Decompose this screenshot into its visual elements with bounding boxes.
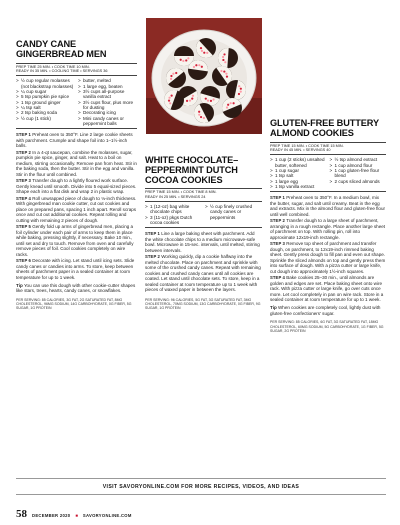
ingredient-item: > 3½ cups flour, plus more for dusting (78, 100, 137, 111)
recipe-step (16, 132, 137, 148)
step-text: Working quickly, dip a cookie halfway into the melted chocolate. Place on parchment and sprinkle with some of the crushed candy canes. Repeat with remaining cookies and crushed candy canes until all cookies are coated. Let stand until chocolate sets. To store, keep in a sealed container at room temperature up to 1 week with pieces of waxed paper in between the layers. (145, 254, 261, 293)
ingredients-right (205, 204, 262, 225)
recipe-steps (16, 132, 137, 280)
ingredient-item: > 2 cups sliced almonds (330, 179, 387, 184)
recipe-title: CANDY CANE GINGERBREAD MEN (16, 39, 107, 59)
ingredient-item: > Mini candy canes or peppermint balls (78, 116, 137, 127)
recipe-step (16, 258, 137, 280)
step-label: STEP 3 (16, 178, 33, 184)
ingredients-left (270, 157, 327, 189)
step-text: Preheat oven to 350°F. In a medium bowl, mix the butter, sugar, and salt until creamy. Beat in the egg and extracts. Mix in the almond flour and gluten-free flour until well combined. (270, 195, 385, 217)
step-label: STEP 6 (16, 258, 33, 264)
nutrition-info: PER SERVING: 85 CALORIES, 6G FAT, 3G SATURATED FAT, 18MG CHOLESTEROL, 60MG SODIUM, 5G CARBOHYDRATE, 1G FIBER, 5G SUGAR, 2G PROTEIN (270, 320, 384, 333)
step-label: STEP 1 (145, 231, 162, 237)
page-number: 58 (16, 508, 27, 520)
step-text: Gently fold up arms of gingerbread men, placing a foil cylinder under each pair of arms to keep them in place while baking, pressing slightly, if necessary. Bake 10 min., until set and dry to touch. Remove from oven and carefully remove pieces of foil. Cool cookies completely on wire racks. (16, 224, 134, 257)
recipe-tip: Tip When cookies are completely cool, lightly dust with gluten-free confectioners' sugar. (270, 305, 381, 316)
step-label: STEP 2 (270, 218, 287, 224)
ingredients-left (145, 204, 202, 225)
divider (16, 128, 137, 129)
ingredient-item: > 1 large egg, beaten (78, 84, 137, 89)
site-name: SAVORYONLINE.COM (82, 513, 132, 518)
ingredient-item: > 3½ cups all-purpose vanilla extract (78, 89, 137, 100)
ingredients (270, 155, 386, 189)
nutrition-info: PER SERVING: 96 CALORIES, 5G FAT, 3G SATURATED FAT, 3MG CHOLESTEROL, 70MG SODIUM, 13G CARBOHYDRATE, 0G FIBER, 9G SUGAR, 1G PROTEIN (145, 297, 261, 311)
step-text: Remove top sheet of parchment and transfer dough, on parchment, to 12x19-inch rimmed baking sheet. Gently press dough to fill pan and even out shape. Sprinkle the sliced almonds on top and gently press them into surface of dough. With a pizza cutter or large knife, cut dough into approximately 1½-inch squares. (270, 241, 386, 274)
ingredient-item: > 1 cup gluten-free flour blend (330, 168, 387, 179)
footer-visit-banner: VISIT SAVORYONLINE.COM FOR MORE RECIPES, VIDEOS, AND IDEAS (102, 484, 300, 490)
step-label: STEP 5 (16, 224, 33, 230)
recipe-step (145, 254, 262, 292)
recipe-step (270, 241, 386, 274)
recipe-step (145, 231, 262, 253)
recipe-tip: Tip You can use this dough with other cookie-cutter shapes like stars, trees, hearts, candy canes, or snowflakes. (16, 283, 136, 294)
recipe-meta: PREP TIME 25 MIN. • COOK TIME 10 MIN. READY IN 35 MIN. • COOLING TIME • SERVINGS 36 (16, 64, 108, 74)
recipe-step (270, 275, 386, 302)
recipe-step (16, 178, 137, 194)
step-label: STEP 2 (145, 254, 162, 260)
ingredient-item: > ¼ cup sugar (16, 89, 75, 94)
step-text: Bake cookies 25–30 min., until almonds are golden and edges are set. Place baking sheet onto wire rack. With pizza cutter or large knife, go over cuts once more. Let cool completely in pan on wire rack. Store in a sealed container at room temperature for up to 1 week. (270, 275, 384, 302)
step-label: STEP 3 (270, 241, 287, 247)
ingredient-item: > 5 tsp pumpkin pie spice (16, 94, 75, 99)
step-text: Roll unwrapped piece of dough to ⅛-inch thickness. With gingerbread man cookie cutter, cut out cookies and place on prepared pans, spacing 1 inch apart. Reroll scraps once and cut out additional cookies. Repeat rolling and cutting with remaining 2 pieces of dough. (16, 195, 137, 223)
step-label: STEP 2 (16, 149, 33, 155)
step-label: STEP 1 (270, 195, 287, 201)
recipe-step (16, 224, 137, 257)
ingredient-item: > ¼ tsp salt (16, 105, 75, 110)
step-label: STEP 4 (16, 195, 33, 201)
ingredient-item: > 1 cup (2 sticks) unsalted butter, softened (270, 157, 327, 168)
ingredient-item: > butter, melted (78, 78, 137, 83)
recipe-steps (145, 231, 262, 292)
recipe-steps (270, 195, 386, 302)
recipe-step (270, 218, 386, 240)
ingredients (145, 202, 262, 225)
ingredients-right (330, 157, 387, 189)
ingredient-item: > 1 tsp salt (270, 173, 327, 178)
recipe-meta: PREP TIME 15 MIN. • COOK TIME 15 MIN. READY IN 45 MIN. • SERVINGS 40 (270, 143, 344, 153)
step-text: Transfer dough to a lightly floured work surface. Gently knead until smooth. Divide into 5 equal-sized pieces. Shape each into a flat disk and wrap 2 in plastic wrap. (16, 178, 137, 195)
page-folio (16, 508, 132, 520)
recipe-gluten-free-almond-cookies (270, 0, 386, 333)
ingredients (16, 76, 137, 126)
ingredient-item: > 1 cup sugar (270, 168, 327, 173)
ingredient-item: > ½ tsp almond extract (330, 157, 387, 162)
ingredients-left (16, 78, 75, 126)
ingredient-item: > 1 cup almond flour (330, 163, 387, 168)
ingredient-item: > 2 tsp baking soda (16, 110, 75, 115)
ingredient-item: > ½ cup regular molasses (not blackstrap molasses) (16, 78, 75, 89)
recipe-white-chocolate-cookies (145, 0, 262, 310)
step-text: Transfer dough to a large sheet of parchment, arranging in a rough rectangle. Place another large sheet of parchment on top. With rolling pin, roll into approximate 12x19-inch rectangle. (270, 218, 386, 240)
divider (145, 227, 262, 228)
step-text: In a 4-qt saucepan, combine the molasses, sugar, pumpkin pie spice, ginger, and salt. Heat to a boil on medium, stirring occasionally. Remove pan from heat. Stir in the baking soda, then the butter. Stir in the egg and vanilla. Stir in the flour until combined. (16, 149, 137, 177)
recipe-step (16, 196, 137, 223)
footer-divider (16, 478, 386, 479)
footer-divider (16, 494, 386, 495)
ingredient-item: > 1 tsp vanilla extract (270, 184, 327, 189)
nutrition-info: PER SERVING: 85 CALORIES, 3G FAT, 2G SATURATED FAT, 8MG CHOLESTEROL, 96MG SODIUM, 14G CARBOHYDRATE, 0G FIBER, 5G SUGAR, 1G PROTEIN (16, 297, 132, 311)
divider (270, 191, 386, 192)
ingredient-item: > ½ cup (1 stick) (16, 116, 75, 121)
step-label: STEP 1 (16, 132, 33, 138)
ingredients-right (78, 78, 137, 126)
ingredient-item: > 1 large egg (270, 179, 327, 184)
ingredient-item: > 3 (11-oz) pkgs Dutch cocoa cookies (145, 215, 202, 226)
separator-icon: ■ (75, 513, 78, 518)
ingredient-item: > ½ cup finely crushed candy canes or peppermints (205, 204, 262, 220)
recipe-step (270, 195, 386, 217)
issue-month: DECEMBER 2020 (32, 513, 71, 518)
recipe-title: WHITE CHOCOLATE– PEPPERMINT DUTCH COCOA COOKIES (145, 155, 239, 185)
step-text: Decorate with icing. Let stand until icing sets. Slide candy canes or candies into arms. To store, keep between sheets of parchment paper in a sealed container at room temperature for up to 1 week. (16, 258, 135, 280)
step-label: STEP 4 (270, 275, 287, 281)
recipe-meta: PREP TIME 15 MIN. • COOK TIME 8 MIN. READY IN 25 MIN. • SERVINGS 24 (145, 190, 217, 200)
step-text: Line a large baking sheet with parchment. Add the white chocolate chips to a medium microwave-safe bowl. Microwave in 15-sec. intervals, until melted, stirring between intervals. (145, 231, 260, 253)
step-text: Preheat oven to 350°F. Line 2 large cookie sheets with parchment. Crumple and shape foil into 1–1½-inch balls. (16, 132, 133, 149)
recipe-candy-cane-gingerbread (16, 0, 137, 311)
ingredient-item: > 1 (12-oz) bag white chocolate chips (145, 204, 202, 215)
recipe-title: GLUTEN-FREE BUTTERY ALMOND COOKIES (270, 118, 380, 138)
recipe-step (16, 150, 137, 177)
ingredient-item: > 1 tsp ground ginger (16, 100, 75, 105)
ingredient-item: > Decorating icing (78, 110, 137, 115)
